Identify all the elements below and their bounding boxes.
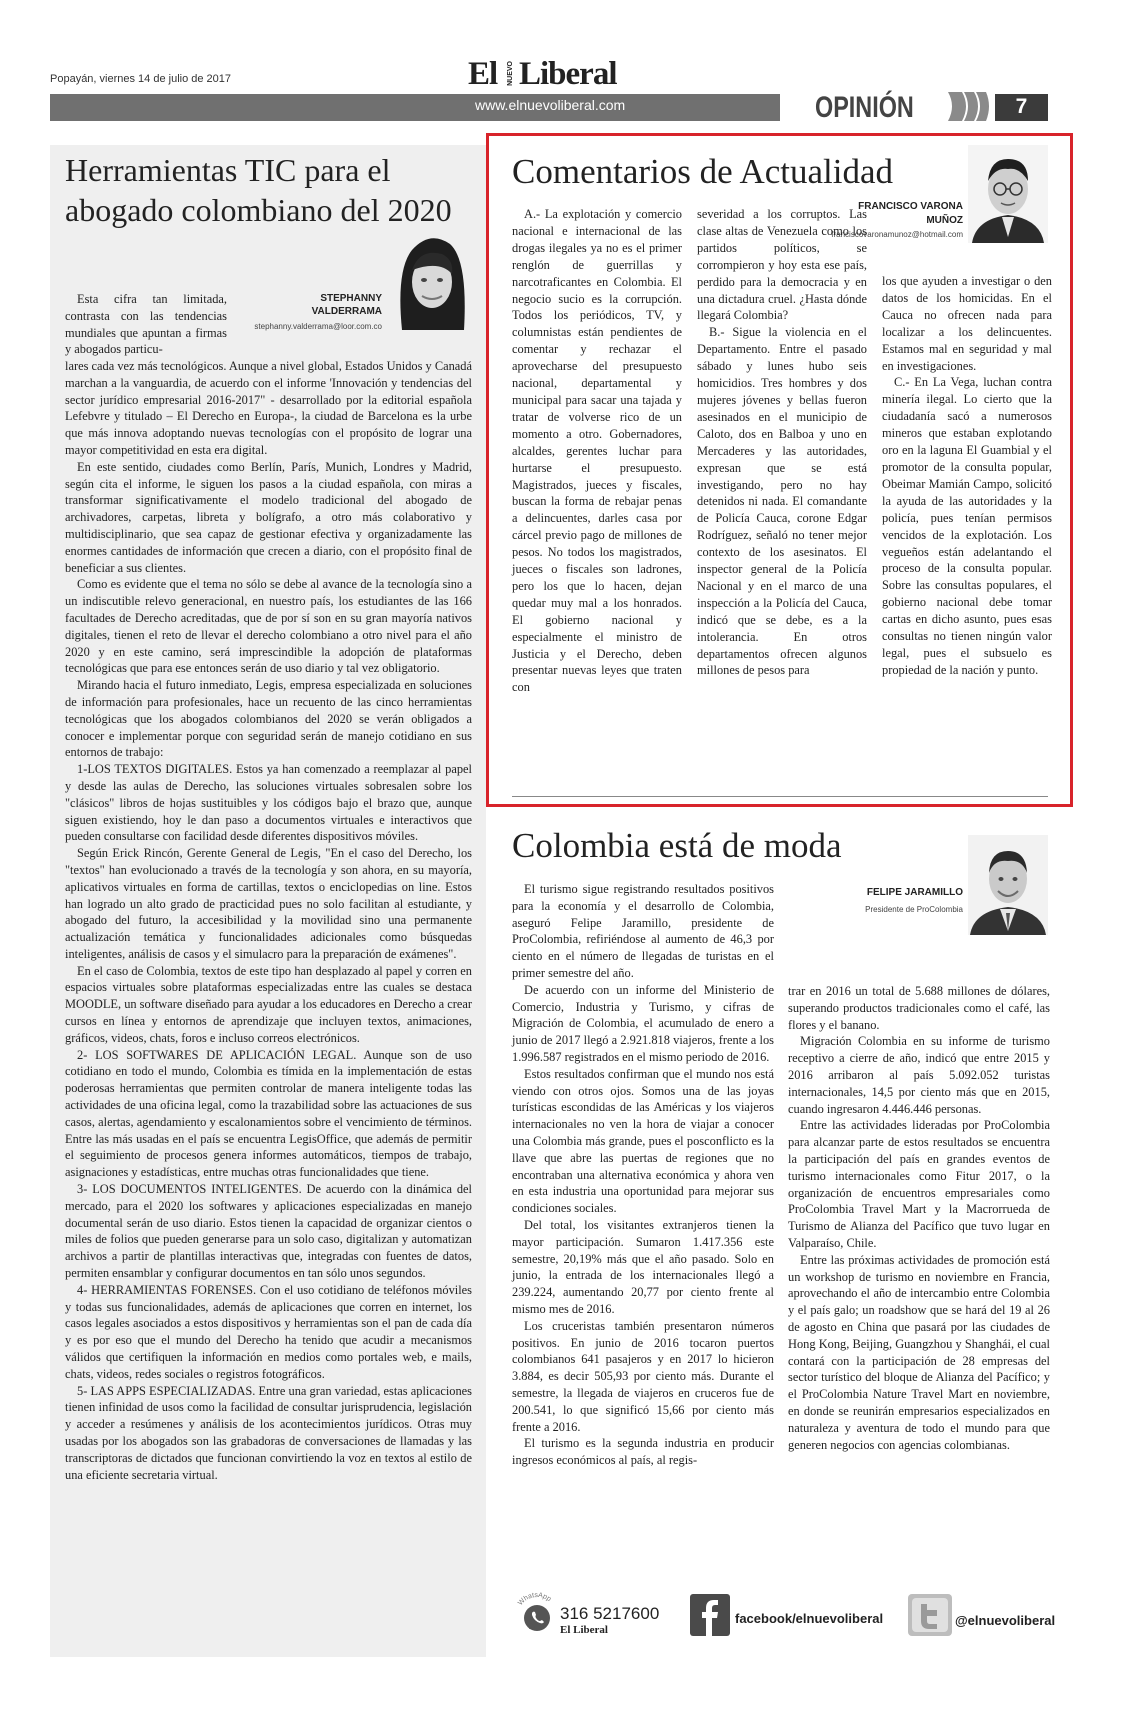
paragraph: Del total, los visitantes extranjeros tienen la mayor participación. Sumaron 1.417.356 este semestre, 20,19% más que el año pasado. Solo en junio, la entrada de los internacionales llegó a 239.224, aumentando 20,77 por ciento frente al mismo mes de 2016. <box>512 1217 774 1316</box>
facebook-handle[interactable]: facebook/elnuevoliberal <box>735 1611 884 1626</box>
section-divider <box>512 796 1048 797</box>
paragraph: 1-LOS TEXTOS DIGITALES. Estos ya han comenzado a reemplazar al papel y desde las aulas de Derecho, las soluciones virtuales sobresalen sobre los "clásicos" libros de hojas sustituibles y los códigos bajo el brazo que, aunque siguen existiendo, hoy le dan paso a documentos virtuales e interactivos que pueden consultarse con facilidad desde diferentes dispositivos móviles. <box>65 762 472 844</box>
facebook-icon[interactable] <box>690 1594 730 1636</box>
left-author-email[interactable]: stephanny.valderrama@loor.com.co <box>254 322 382 331</box>
paragraph: lares cada vez más tecnológicos. Aunque a nivel global, Estados Unidos y Canadá marchan a la vanguardia, de acuerdo con el informe 'Innovación y tendencias del sector jurídico empresarial 2016-2017" - desarrollado por la editorial española Lefebvre y titulado – El Derecho en Europa-, la ciudad de Barcelona es la urbe que más innova adoptando nuevas tecnologías con el propósito de lograr una mayor competitividad en esta era digital. <box>65 359 472 457</box>
top-article-column-1 <box>512 206 682 696</box>
whatsapp-icon[interactable] <box>512 1588 562 1638</box>
paragraph: 4- HERRAMIENTAS FORENSES. Con el uso cotidiano de teléfonos móviles y todas sus funcionalidades, además de aplicaciones que corren en internet, los casos legales asociados a estos dispositivos y herramientas son el pan de cada día y es por eso que el mundo del Derecho ha tenido que acudir a mecanismos válidos que certifiquen la información en medios como portales web, e mails, chats, videos, redes sociales o registros fotográficos. <box>65 1282 472 1381</box>
left-author-name: STEPHANNY VALDERRAMA <box>311 293 382 317</box>
paragraph: los que ayuden a investigar o den datos de los homicidas. En el Cauca no ofrecen nada para localizar a los delincuentes. Estamos mal en seguridad y mal en investigaciones. <box>882 274 1052 373</box>
paragraph: El turismo es la segunda industria en producir ingresos económicos al país, al regis- <box>512 1436 774 1468</box>
bottom-article-title: Colombia está de moda <box>512 826 842 865</box>
paragraph: De acuerdo con un informe del Ministerio de Comercio, Industria y Turismo, y cifras de Migración de Colombia, el acumulado de enero a junio de 2017 llegó a 2.921.818 viajeros, frente a los 1.996.587 registrados en el mismo periodo de 2016. <box>512 982 774 1064</box>
page-number-box <box>995 94 1048 121</box>
footer-logo: El Liberal <box>560 1624 608 1636</box>
bottom-article-column-1 <box>512 881 774 1469</box>
paragraph: Migración Colombia en su informe de turismo receptivo a cierre de año, indicó que entre 2015 y 2016 arribaron al país 5.092.052 turistas internacionales, 14,5 por ciento más que en 2015, cuando ingresaron 4.446.446 personas. <box>788 1034 1050 1116</box>
author-photo-valderrama <box>390 230 472 330</box>
paragraph: B.- Sigue la violencia en el Departamento. Entre el pasado sábado y lunes hubo seis homicidios. Tres hombres y dos mujeres jóvenes y bellas fueron asesinados en el municipio de Caloto, dos en Balboa y uno en Mercaderes y las autoridades, expresan que se está investigando, pero no hay detenidos ni nada. El comandante de Policía Cauca, corone Edgar Rodríguez, señaló no tener mejor contexto de los asesinatos. El inspector general de la Policía Nacional y en el marco de una inspección a la Policía del Cauca, indicó que se debe, es a la intolerancia. En otros departamentos ofrecen algunos millones de pesos para <box>697 325 867 678</box>
author-photo-jaramillo <box>968 835 1048 935</box>
paragraph: 2- LOS SOFTWARES DE APLICACIÓN LEGAL. Aunque son de uso cotidiano en todo el mundo, Colombia es tímida en la implementación de estas poderosas herramientas que permiten controlar de manera inteligente todas las actividades de una oficina legal, como la trazabilidad sobre las actuaciones de sus casos, alertas, agendamiento y escalonamientos sobre el vencimiento de términos. Entre las más usadas en el país se encuentra LegisOffice, que además de permitir el seguimiento de procesos genera informes automáticos, tiempos de trabajo, asignaciones y estadísticas, entre muchas otras funcionalidades que tiene. <box>65 1047 472 1180</box>
paragraph: Según Erick Rincón, Gerente General de Legis, "En el caso del Derecho, los "textos" han evolucionado a través de la tecnología y son ahora, en su mayoría, aplicativos virtuales en forma de cartillas, textos o enciclopedias on line. Estos han logrado un alto grado de practicidad pues no solo facilitan al estudiante, y abogado del futuro, la accesibilidad y la movilidad sino una permanente actualización temática y funcionalidades adicionales como búsquedas inteligentes, análisis de casos y el simulacro para la preparación de exámenes". <box>65 846 472 961</box>
paragraph: C.- En La Vega, luchan contra minería ilegal. Lo cierto que la ciudadanía sacó a numerosos mineros que estaban explotando oro en la laguna El Guambial y el promotor de la consulta popular, Obeimar Mamián Campo, solicitó la ayuda de las autoridades y la policía, pues tenían permisos vencidos de la explotación. Los vegueños están adelantando el proceso de la consulta popular. Sobre las consultas populares, el gobierno nacional debe tomar cartas en dicho asunto, pues esas consultas no tienen ningún valor legal, pues el subsuelo es propiedad de la nación y punto. <box>882 375 1052 677</box>
header-bar <box>50 94 780 121</box>
whatsapp-label: WhatsApp <box>517 1591 553 1607</box>
whatsapp-number[interactable]: 316 5217600 <box>560 1604 660 1623</box>
author-photo-varona <box>968 145 1048 243</box>
twitter-handle[interactable]: @elnuevoliberal <box>955 1613 1056 1628</box>
issue-date: Popayán, viernes 14 de julio de 2017 <box>50 73 232 85</box>
paragraph: En el caso de Colombia, textos de este tipo han desplazado al papel y corren en espacios virtuales sobre plataformas especializadas entre las cuales se destaca MOODLE, un software diseñado para ayudar a los educadores en Derecho a crear cursos en línea y entornos de aprendizaje que incluyen textos, animaciones, gráficos, videos, chats, foros e incluso correos electrónicos. <box>65 963 472 1045</box>
twitter-icon[interactable] <box>908 1594 952 1636</box>
page-number: 7 <box>1015 95 1028 118</box>
paragraph: 5- LAS APPS ESPECIALIZADAS. Entre una gran variedad, estas aplicaciones tienen infinidad de usos como la facilidad de consultar jurisprudencia, legislación y acceder a resúmenes y análisis de los acontecimientos jurídicos. Otras muy usadas por los abogados son las grabadoras de conversaciones de llamadas y las transcriptoras de dictados que funcionan convirtiendo la voz en textos al estilo de una eficiente secretaria virtual. <box>65 1383 472 1482</box>
paragraph: trar en 2016 un total de 5.688 millones de dólares, superando productos tradicionales como el café, las flores y el banano. <box>788 984 1050 1032</box>
paragraph: severidad a los corruptos. Las clase altas de Venezuela como los partidos políticos, se corrompieron y hoy esta ese país, perdido para la democracia y en una dictadura cruel. ¿Hasta dónde llegará Colombia? <box>697 207 867 323</box>
bottom-article-column-2 <box>788 983 1050 1453</box>
paragraph: Mirando hacia el futuro inmediato, Legis, empresa especializada en soluciones de información para profesionales, hace un recuento de las cinco herramientas tecnológicas que los abogados colombianos del 2020 se verán obligados a conocer e implementar porque con seguridad serán de manejo cotidiano en sus entornos de trabajo: <box>65 678 472 760</box>
top-author-name: FRANCISCO VARONA MUÑOZ <box>858 201 963 226</box>
logo-el: El <box>468 56 498 92</box>
paragraph: 3- LOS DOCUMENTOS INTELIGENTES. De acuerdo con la dinámica del mercado, para el 2020 los softwares y aplicaciones especializadas en manejo documental serán de uso diario. Estos tienen la capacidad de organizar cientos o miles de folios que pueden generarse para un solo caso, digitalizan y automatizan archivos a partir de plantillas interactivas que, integradas con fuentes de datos, permiten ensamblar y configurar documentos en tan sólo unos segundos. <box>65 1182 472 1281</box>
paragraph: Como es evidente que el tema no sólo se debe al avance de la tecnología sino a un indiscutible relevo generacional, en nuestro país, los estudiantes de las 166 facultades de Derecho acreditadas, que de por sí son en su gran mayoría nativos digitales, tienen el reto de llevar el derecho colombiano a otro nivel para el año 2020 y en este camino, será imprescindible la adopción de plataformas tecnológicas que para ese entonces serán de uso diario y tal vez obligatorio. <box>65 577 472 676</box>
top-author-email[interactable]: franciscovaronamunoz@hotmail.com <box>831 230 963 239</box>
logo-nuevo: NUEVO <box>507 61 514 86</box>
paragraph: En este sentido, ciudades como Berlín, París, Munich, Londres y Madrid, según cita el informe, le siguen los pasos a la ciudad española, con miras a transformar significativamente el modelo tradicional del abogado de archivadores, carpetas, libreta y bolígrafo, a otro más colaborativo y multidisciplinario, que sea capaz de gestionar efectiva y organizadamente las enormes cantidades de información que crecen a diario, con el propósito final de beneficiar a sus clientes. <box>65 459 472 575</box>
paragraph: Estos resultados confirman que el mundo nos está viendo con otros ojos. Somos una de las joyas turísticas escondidas de las Américas y los viajeros internacionales no ven la hora de viajar a conocer una Colombia más grande, pues el posconflicto es la llave que abre las puertas de regiones que no encontraban una alternativa económica y ahora ven en esta industria una oportunidad para mejorar sus condiciones sociales. <box>512 1066 774 1216</box>
bottom-author-name: FELIPE JARAMILLO <box>866 887 963 898</box>
paragraph: A.- La explotación y comercio nacional e internacional de las drogas ilegales ya no es el primer renglón de guerrillas y narcotraficantes en Colombia. El negocio sucio es la corrupción. Todos los periódicos, TV, y columnistas están pendientes de comentar y rechazar el aprovecharse del presupuesto nacional, departamental y municipal para sacar una tajada y tratar de volverse rico de un momento a otro. Gobernadores, alcaldes, gerentes luchar para hurtarse el presupuesto. Magistrados, jueces y fiscales, buscan la forma de rebajar penas a delincuentes, darles casa por cárcel previo pago de millones de pesos. No todos los magistrados, jueces o fiscales son ladrones, pero los que lo hacen, dejan quedar muy mal a los honrados. El gobierno nacional y especialmente el ministro de Justicia y el Derecho, deben presentar nuevas leyes que traten con <box>512 207 682 695</box>
paragraph: Entre las próximas actividades de promoción está un workshop de turismo en noviembre en Francia, aprovechando el año de intercambio entre Colombia y el país galo; un roadshow que se hará del 19 al 26 de agosto en China que pasará por las ciudades de Hong Kong, Beijing, Guangzhou y Shanghái, el cual contará con la participación de 28 empresas del sector turístico del bloque de Alianza del Pacífico; y el ProColombia Nature Travel Mart en noviembre, en donde se reunirán empresarios especializados en naturaleza y aventura de todo el mundo para que generen negocios con agencias colombianas. <box>788 1252 1050 1452</box>
paragraph: Los cruceristas también presentaron números positivos. En junio de 2016 tocaron puertos colombianos 641 pasajeros y en 2017 lo hicieron 3.884, es decir 505,93 por ciento más. Durante el semestre, la llegada de viajeros en cruceros fue de 200.541, lo que significó 15,66 por ciento más frente a 2016. <box>512 1318 774 1434</box>
newspaper-logo[interactable] <box>468 56 658 92</box>
paragraph: Entre las actividades lideradas por ProColombia para alcanzar parte de estos resultados se encuentra la participación del país en grandes eventos de turismo internacionales como Fitur 2017, o la organización de encuentros empresariales como ProColombia Travel Mart y la Macrorrueda de Turismo de Alianza del Pacífico que tuvo lugar en Valparaíso, Chile. <box>788 1118 1050 1250</box>
top-article-column-2 <box>697 206 867 679</box>
svg-text:WhatsApp <box>517 1592 552 1607</box>
section-stripes-icon <box>948 92 990 121</box>
section-title: OPINIÓN <box>815 91 914 124</box>
left-article-lead: Esta cifra tan limitada, contrasta con las tendencias mundiales que apuntan a firmas y abogados particu- <box>65 292 227 357</box>
logo-liberal: Liberal <box>519 56 617 92</box>
bottom-author-role: Presidente de ProColombia <box>865 905 963 914</box>
left-article-body <box>65 358 472 1483</box>
left-article-title: Herramientas TIC para el abogado colombiano del 2020 <box>65 152 452 228</box>
site-url-link[interactable]: www.elnuevoliberal.com <box>475 97 626 113</box>
paragraph: El turismo sigue registrando resultados positivos para la economía y el desarrollo de Colombia, aseguró Felipe Jaramillo, presidente de ProColombia, refiriéndose al aumento de 46,3 por ciento en el número de llegadas de turistas en el primer semestre del año. <box>512 882 774 980</box>
top-article-title: Comentarios de Actualidad <box>512 152 894 191</box>
top-article-column-3 <box>882 273 1052 679</box>
